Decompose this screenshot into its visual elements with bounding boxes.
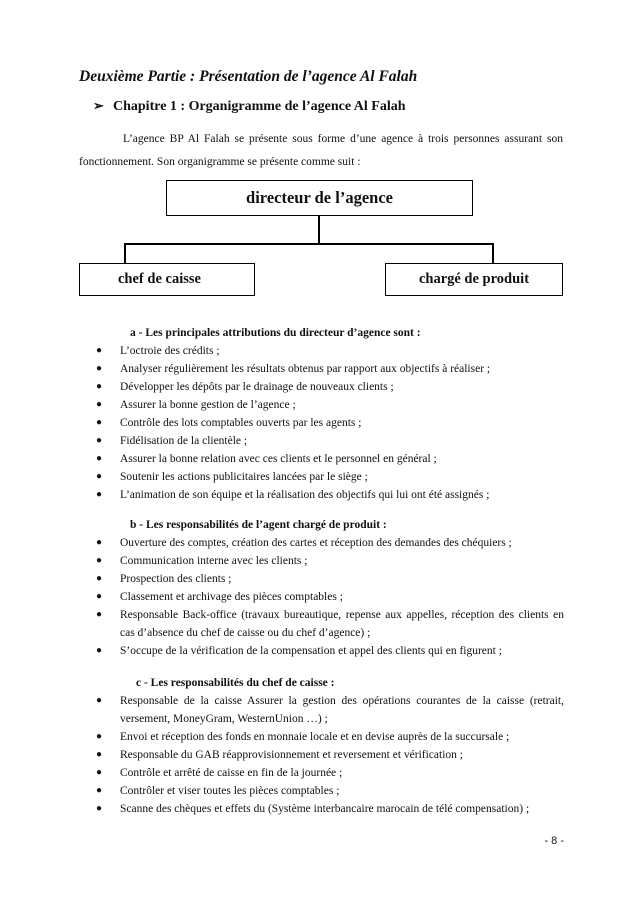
list-item: ● Responsable du GAB réapprovisionnement et reversement et vérification ; [96,746,564,764]
org-box-director: directeur de l’agence [166,180,473,216]
list-item: ● Soutenir les actions publicitaires lancées par le siège ; [96,468,564,486]
bullet-icon: ● [96,435,103,446]
connector-right-drop [492,243,494,263]
intro-paragraph: L’agence BP Al Falah se présente sous forme d’une agence à trois personnes assurant son fonctionnement. Son organigramme se présente comme suit : [79,133,563,168]
org-box-cashier-chief: chef de caisse [79,263,255,296]
section-a-list [96,342,564,504]
list-item: ● Prospection des clients ; [96,570,564,588]
bullet-icon: ● [96,363,103,374]
list-item: ● Analyser régulièrement les résultats obtenus par rapport aux objectifs à réaliser ; [96,360,564,378]
bullet-icon: ● [96,695,103,706]
bullet-icon: ● [96,803,103,814]
section-b-list [96,534,564,660]
section-c-heading: c - Les responsabilités du chef de caisse : [136,677,335,689]
list-item: ● Contrôle et arrêté de caisse en fin de la journée ; [96,764,564,782]
bullet-icon: ● [96,381,103,392]
bullet-icon: ● [96,471,103,482]
bullet-icon: ● [96,399,103,410]
list-item: ● Scanne des chèques et effets du (Système interbancaire marocain de télé compensation) ; [96,800,564,818]
list-item: ● Fidélisation de la clientèle ; [96,432,564,450]
bullet-icon: ● [96,731,103,742]
section-c-list [96,692,564,818]
bullet-icon: ● [96,749,103,760]
list-item: ● Contrôle des lots comptables ouverts par les agents ; [96,414,564,432]
list-item: ● Assurer la bonne relation avec ces clients et le personnel en général ; [96,450,564,468]
list-item: ● S’occupe de la vérification de la compensation et appel des clients qui en figurent ; [96,642,564,660]
list-item: ● Envoi et réception des fonds en monnaie locale et en devise auprès de la succursale ; [96,728,564,746]
list-item: ● L’animation de son équipe et la réalisation des objectifs qui lui ont été assignés ; [96,486,564,504]
bullet-icon: ● [96,785,103,796]
bullet-icon: ● [96,573,103,584]
bullet-icon: ● [96,345,103,356]
list-item: ● Contrôler et viser toutes les pièces comptables ; [96,782,564,800]
list-item: ● Ouverture des comptes, création des cartes et réception des demandes des chéquiers ; [96,534,564,552]
list-item: ● Assurer la bonne gestion de l’agence ; [96,396,564,414]
page-number: - 8 - [544,835,564,847]
chapter-heading [93,98,406,115]
section-a-heading: a - Les principales attributions du directeur d’agence sont : [130,327,421,339]
org-box-product-officer: chargé de produit [385,263,563,296]
list-item: ● Développer les dépôts par le drainage de nouveaux clients ; [96,378,564,396]
list-item: ● L’octroie des crédits ; [96,342,564,360]
connector-left-drop [124,243,126,263]
chapter-title: Chapitre 1 : Organigramme de l’agence Al Falah [113,99,406,114]
bullet-icon: ● [96,537,103,548]
bullet-icon: ● [96,489,103,500]
list-item: ● Responsable de la caisse Assurer la gestion des opérations courantes de la caisse (retrait, versement, MoneyGram, WesternUnion …) ; [96,692,564,728]
bullet-icon: ● [96,767,103,778]
bullet-icon: ● [96,609,103,620]
list-item: ● Classement et archivage des pièces comptables ; [96,588,564,606]
connector-vertical-top [318,216,320,244]
list-item: ● Communication interne avec les clients ; [96,552,564,570]
bullet-icon: ● [96,645,103,656]
arrow-bullet-icon: ➢ [93,98,104,113]
section-b-heading: b - Les responsabilités de l’agent chargé de produit : [130,519,387,531]
list-item: ● Responsable Back-office (travaux bureautique, repense aux appelles, réception des clients en cas d’absence du chef de caisse ou du chef d’agence) ; [96,606,564,642]
part-title: Deuxième Partie : Présentation de l’agence Al Falah [79,68,418,85]
bullet-icon: ● [96,555,103,566]
connector-horizontal [124,243,494,245]
bullet-icon: ● [96,417,103,428]
bullet-icon: ● [96,453,103,464]
bullet-icon: ● [96,591,103,602]
